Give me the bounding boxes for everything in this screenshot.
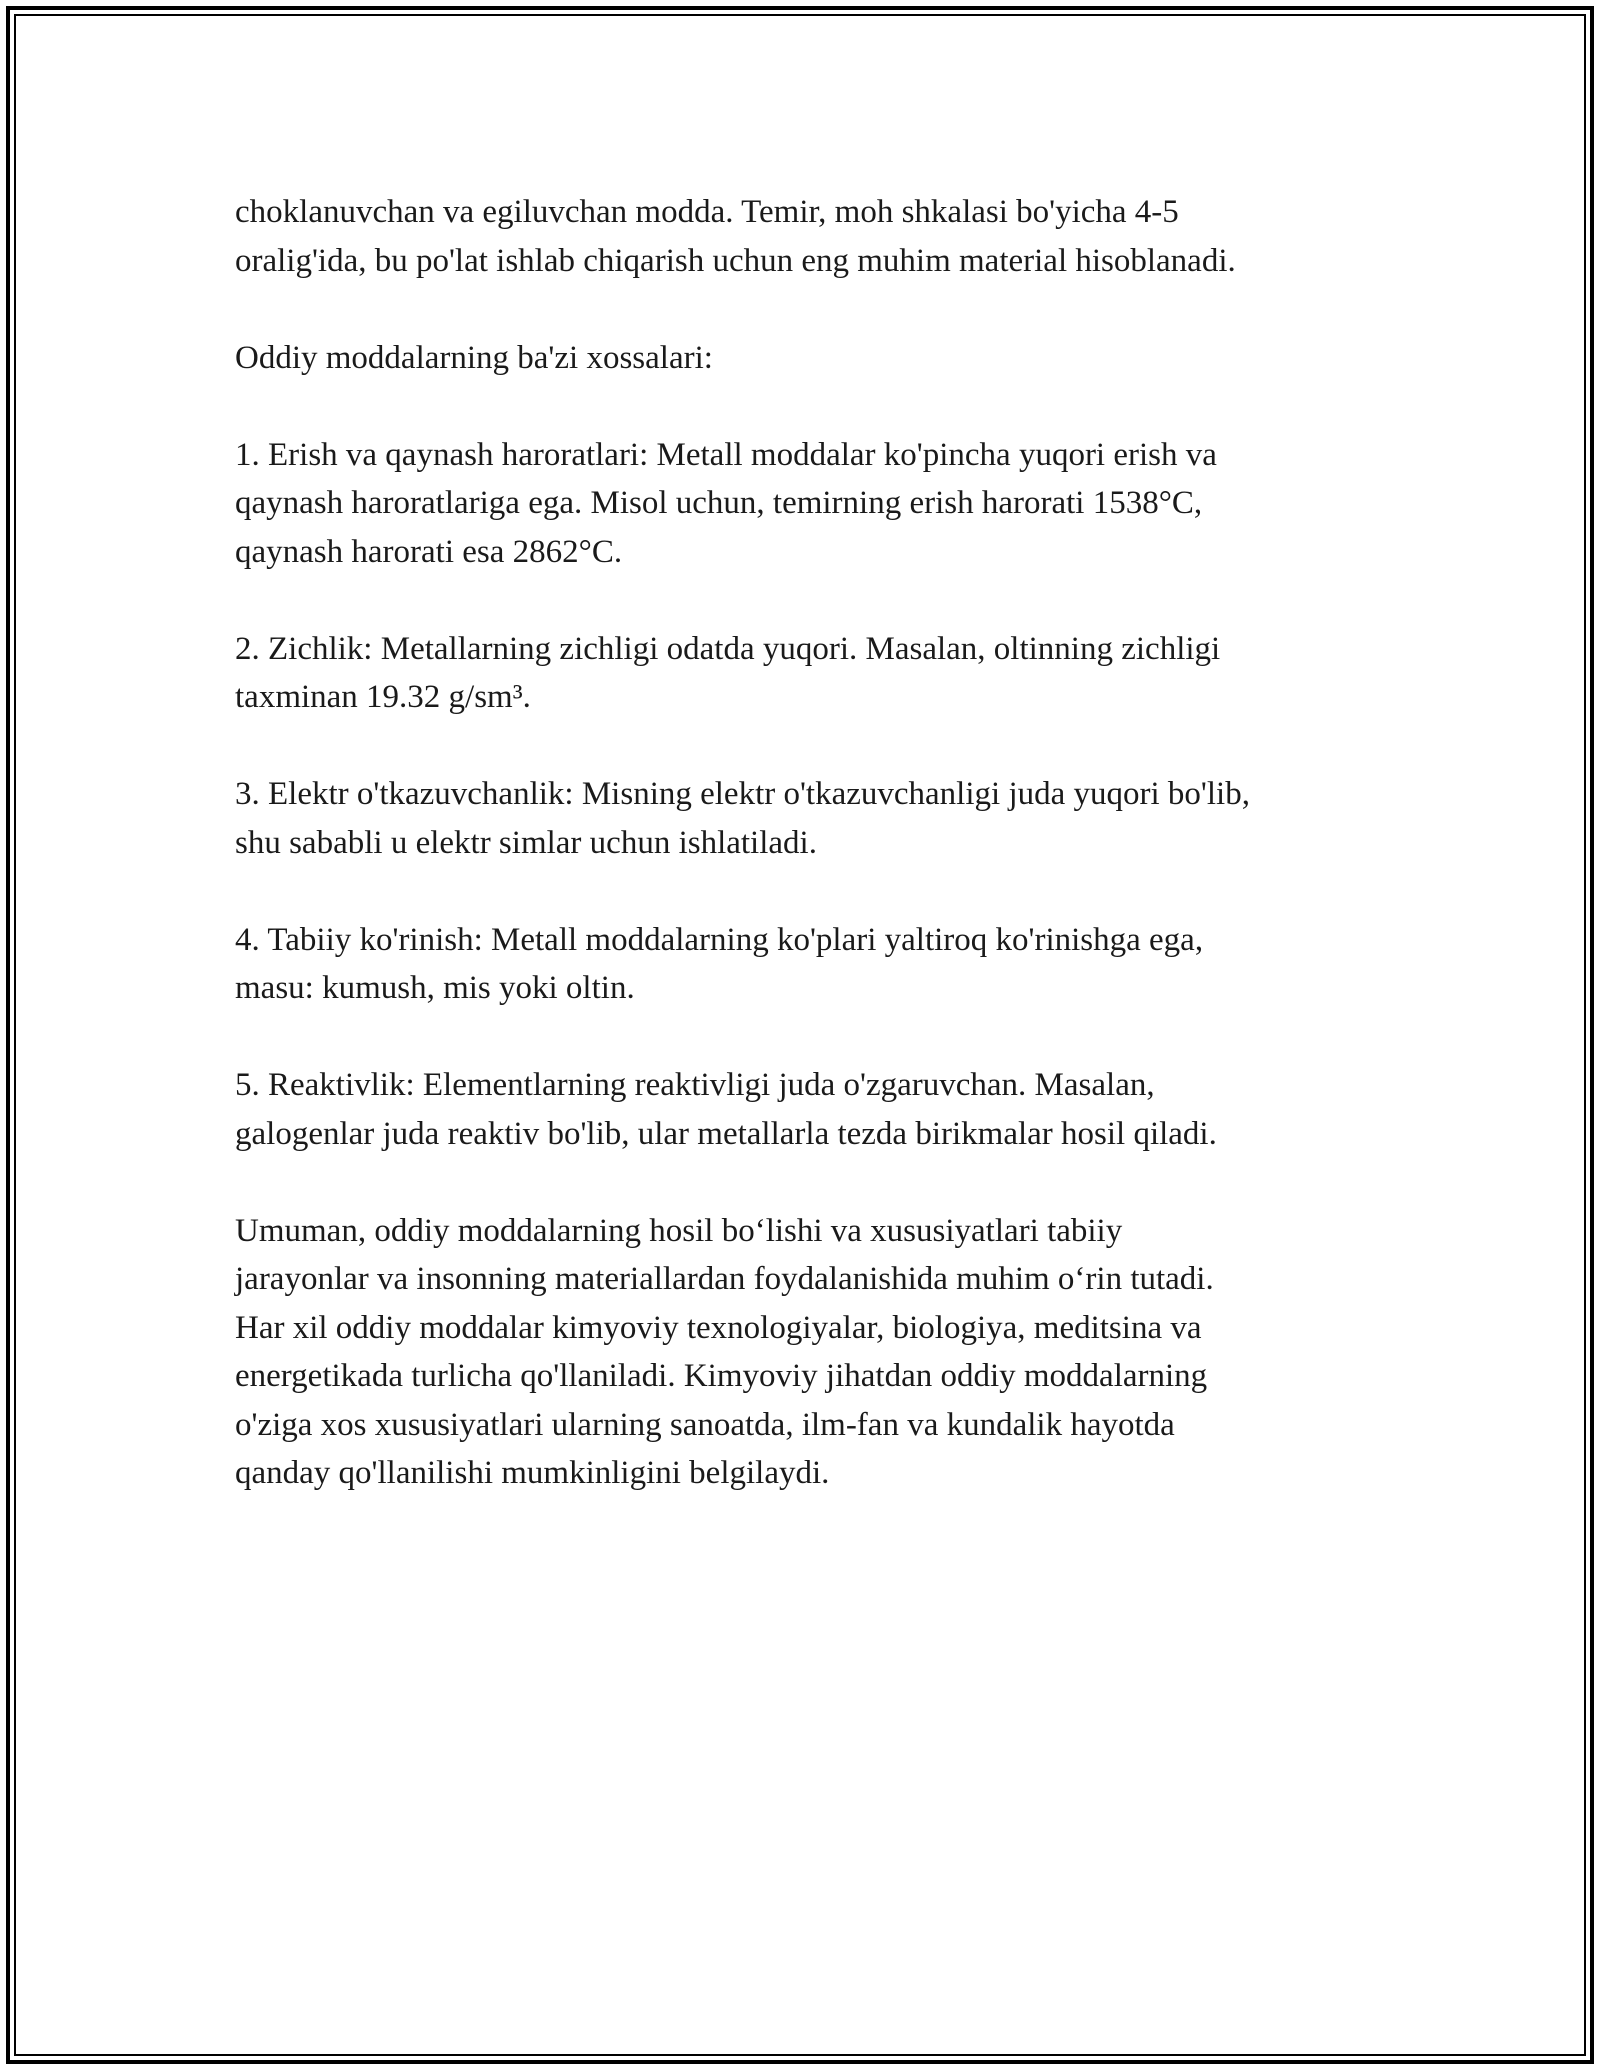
paragraph-conclusion: Umuman, oddiy moddalarning hosil bo‘lishi va xususiyatlari tabiiy jarayonlar va insonning materiallardan foydalanishida muhim o‘rin tutadi. Har xil oddiy moddalar kimyoviy texnologiyalar, biologiya, meditsina va energetikada turlicha qo'llaniladi. Kimyoviy jihatdan oddiy moddalarning o'ziga xos xususiyatlari ularning sanoatda, ilm-fan va kundalik hayotda qanday qo'llanilishi mumkinligini belgilaydi. [235,1212,1214,1491]
paragraph-item-melting-boiling: 1. Erish va qaynash haroratlari: Metall moddalar ko'pincha yuqori erish va qaynash haroratlariga ega. Misol uchun, temirning erish harorati 1538°C, qaynash harorati esa 2862°C. [235,436,1217,570]
paragraph-item-density: 2. Zichlik: Metallarning zichligi odatda yuqori. Masalan, oltinning zichligi taxminan 19.32 g/sm³. [235,630,1221,715]
paragraph-intro-continuation: choklanuvchan va egiluvchan modda. Temir, moh shkalasi bo'yicha 4-5 oralig'ida, bu po'lat ishlab chiqarish uchun eng muhim material hisoblanadi. [235,194,1236,279]
paragraph-properties-heading: Oddiy moddalarning ba'zi xossalari: [235,339,713,376]
paragraph-item-appearance: 4. Tabiiy ko'rinish: Metall moddalarning ko'plari yaltiroq ko'rinishga ega, masu: kumush, mis yoki oltin. [235,921,1204,1006]
document-body [235,188,1385,1546]
paragraph-item-reactivity: 5. Reaktivlik: Elementlarning reaktivligi juda o'zgaruvchan. Masalan, galogenlar juda reaktiv bo'lib, ular metallarla tezda birikmalar hosil qiladi. [235,1067,1217,1152]
paragraph-item-conductivity: 3. Elektr o'tkazuvchanlik: Misning elektr o'tkazuvchanligi juda yuqori bo'lib, shu sababli u elektr simlar uchun ishlatiladi. [235,776,1250,861]
